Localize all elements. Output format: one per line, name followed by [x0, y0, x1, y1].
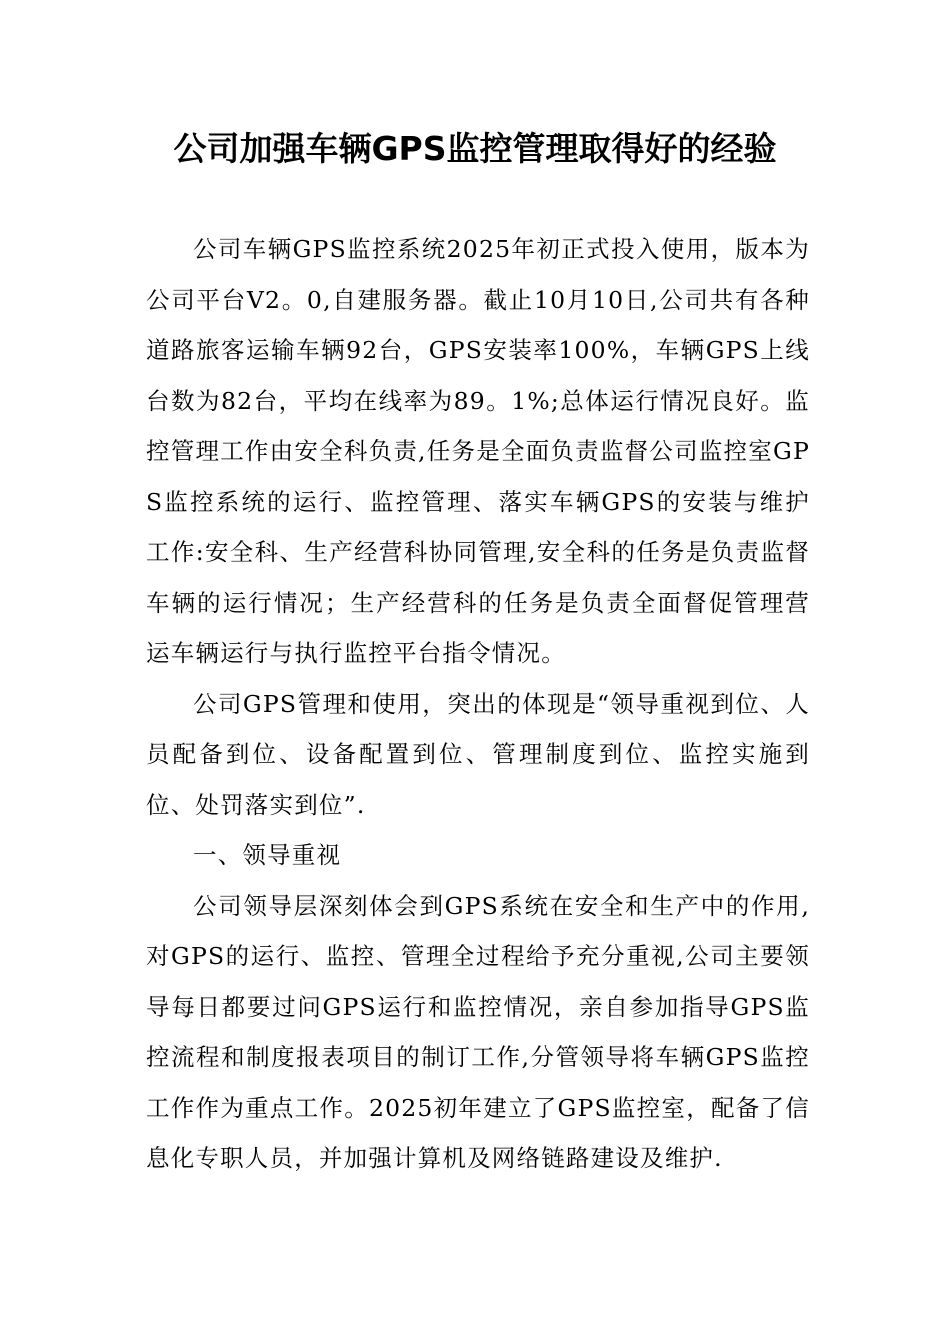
paragraph-highlights: 公司GPS管理和使用，突出的体现是“领导重视到位、人员配备到位、设备配置到位、管理制度到位、监控实施到位、处罚落实到位”.	[146, 689, 810, 819]
document-body	[146, 224, 810, 1184]
paragraph-overview: 公司车辆GPS监控系统2025年初正式投入使用，版本为公司平台V2。0,自建服务器。截止10月10日,公司共有各种道路旅客运输车辆92台，GPS安装率100%，车辆GPS上线台数为82台，平均在线率为89。1%;总体运行情况良好。监控管理工作由安全科负责,任务是全面负责监督公司监控室GPS监控系统的运行、监控管理、落实车辆GPS的安装与维护工作:安全科、生产经营科协同管理,安全科的任务是负责监督车辆的运行情况；生产经营科的任务是负责全面督促管理营运车辆运行与执行监控平台指令情况。	[146, 235, 810, 667]
section-heading-leadership: 一、领导重视	[193, 841, 342, 869]
document-title: 公司加强车辆GPS监控管理取得好的经验	[173, 129, 777, 168]
paragraph-leadership: 公司领导层深刻体会到GPS系统在安全和生产中的作用,对GPS的运行、监控、管理全过程给予充分重视,公司主要领导每日都要过问GPS运行和监控情况，亲自参加指导GPS监控流程和制度报表项目的制订工作,分管领导将车辆GPS监控工作作为重点工作。2025初年建立了GPS监控室，配备了信息化专职人员，并加强计算机及网络链路建设及维护.	[146, 891, 810, 1172]
